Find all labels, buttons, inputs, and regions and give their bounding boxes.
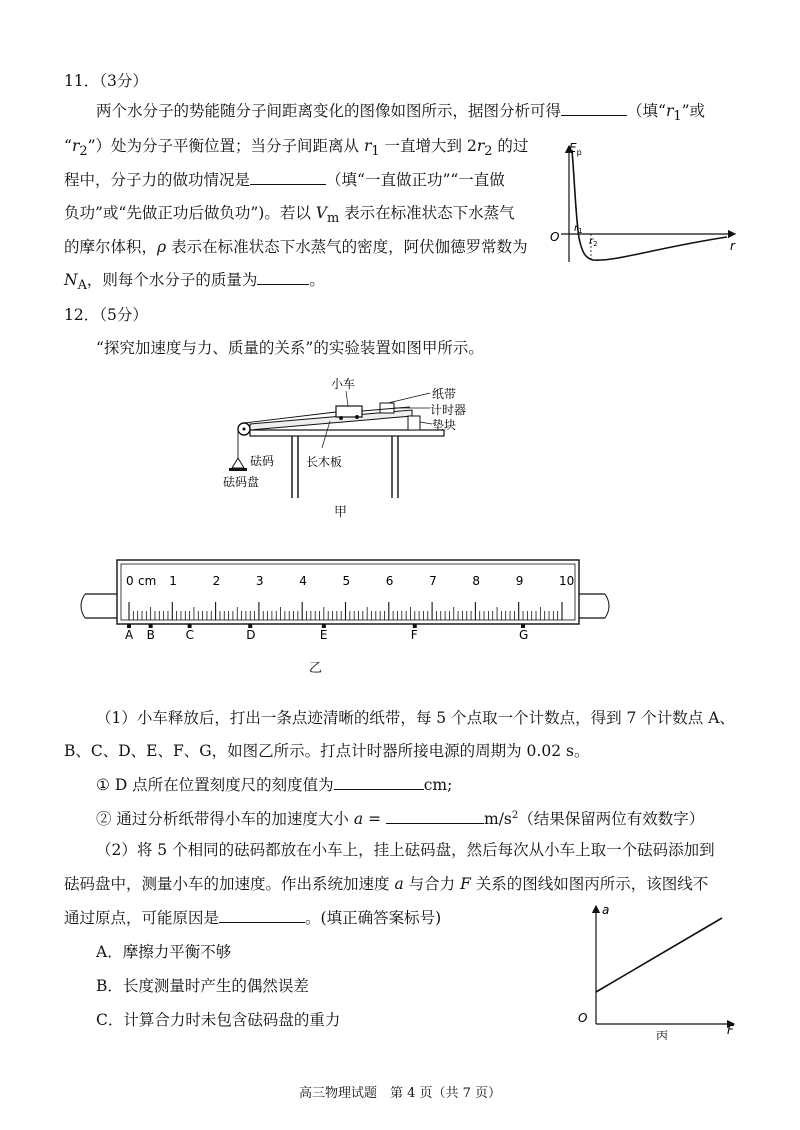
q12-sub1: ① D 点所在位置刻度尺的刻度值为 cm; bbox=[96, 776, 453, 794]
page-footer: 高三物理试题 第 4 页（共 7 页） bbox=[298, 1086, 502, 1101]
answer-a-blank[interactable] bbox=[386, 809, 484, 824]
q12-p2-line2: 砝码盘中，测量小车的加速度。作出系统加速度 a 与合力 F 关系的图线如图丙所示，该图线不 bbox=[64, 875, 709, 893]
label-timer: 计时器 bbox=[430, 403, 467, 417]
answer-reason-blank[interactable] bbox=[219, 908, 305, 923]
q12-number: 12．（5分） bbox=[64, 306, 148, 324]
table-top bbox=[250, 430, 444, 436]
label-weight: 砝码 bbox=[250, 454, 275, 468]
q11-line2: “$r_2$”）处为分子平衡位置；当分子间距离从 $r_1$ 一直增大到 $2r_2$ 的过 bbox=[64, 137, 529, 160]
ruler-number: 2 bbox=[212, 574, 221, 588]
a-label: a bbox=[602, 903, 610, 917]
tape-point-label: B bbox=[146, 628, 155, 642]
f-label: F bbox=[727, 1023, 734, 1037]
option-c[interactable]: C．计算合力时未包含砝码盘的重力 bbox=[96, 1011, 341, 1029]
ruler-figure bbox=[75, 558, 615, 654]
ruler-number: 8 bbox=[472, 574, 481, 588]
q11-line4: 负功”或“先做正功后做负功”)。若以 $V_m$ 表示在标准状态下水蒸气 bbox=[64, 204, 515, 227]
timer bbox=[380, 403, 394, 413]
r2-label: $r_2$ bbox=[589, 236, 598, 248]
caption-bing: 丙 bbox=[656, 1029, 669, 1040]
ruler-number: 4 bbox=[299, 574, 307, 588]
q12-p1-line2: B、C、D、E、F、G，如图乙所示。打点计时器所接电源的周期为 0.02 s。 bbox=[64, 742, 590, 760]
ruler-number: 3 bbox=[255, 574, 264, 588]
q12-p1-line1: （1）小车释放后，打出一条点迹清晰的纸带，每 5 个点取一个计数点，得到 7 个计数点 A、 bbox=[96, 709, 735, 727]
apparatus-figure bbox=[220, 376, 480, 506]
option-b[interactable]: B．长度测量时产生的偶然误差 bbox=[96, 977, 309, 995]
q11-blank1[interactable] bbox=[561, 101, 627, 116]
tape-point-label: G bbox=[519, 628, 529, 642]
ruler-unit: cm bbox=[138, 574, 157, 588]
block bbox=[408, 416, 420, 430]
label-tape: 纸带 bbox=[432, 387, 457, 401]
ruler-number: 1 bbox=[169, 574, 177, 588]
potential-energy-graph bbox=[545, 138, 745, 268]
ep-label: $E_p$ bbox=[569, 141, 582, 157]
q11-blank3[interactable] bbox=[257, 270, 309, 285]
tape-point-label: F bbox=[410, 628, 418, 642]
caption-jia: 甲 bbox=[334, 505, 348, 520]
q11-blank2[interactable] bbox=[250, 170, 326, 185]
ruler-number: 5 bbox=[342, 574, 351, 588]
q11-number: 11．（3分） bbox=[64, 72, 148, 90]
a-f-line bbox=[596, 918, 722, 992]
ruler-number: 6 bbox=[385, 574, 394, 588]
r1-label: $r_1$ bbox=[574, 223, 583, 235]
q12-sub2: ② 通过分析纸带得小车的加速度大小 $a = m/s^2$（结果保留两位有效数字） bbox=[96, 810, 705, 829]
q12-intro: “探究加速度与力、质量的关系”的实验装置如图甲所示。 bbox=[96, 339, 484, 357]
ruler-number: 0 bbox=[126, 574, 134, 588]
origin-o: O bbox=[578, 1011, 588, 1025]
ruler-number: 9 bbox=[515, 574, 524, 588]
answer-d-blank[interactable] bbox=[334, 775, 424, 790]
r-label: r bbox=[730, 239, 735, 253]
q12-p2-line1: （2）将 5 个相同的砝码都放在小车上，挂上砝码盘，然后每次从小车上取一个砝码添加到 bbox=[96, 841, 715, 859]
ruler-number: 7 bbox=[429, 574, 437, 588]
tape-points bbox=[125, 624, 528, 642]
origin-label: O bbox=[550, 230, 560, 244]
tape-point-label: E bbox=[319, 628, 328, 642]
tape-point-label: A bbox=[125, 628, 134, 642]
tape-point-label: D bbox=[246, 628, 256, 642]
ruler-number: 10 bbox=[559, 574, 575, 588]
label-cart: 小车 bbox=[331, 377, 356, 391]
q11-line6: $N_A$，则每个水分子的质量为 。 bbox=[64, 271, 325, 294]
label-board: 长木板 bbox=[306, 455, 343, 469]
tape-point-label: C bbox=[185, 628, 195, 642]
label-block: 垫块 bbox=[432, 418, 457, 432]
q11-line1: 两个水分子的势能随分子间距离变化的图像如图所示，据图分析可得 （填“$r_1$”或 bbox=[96, 102, 706, 125]
caption-yi: 乙 bbox=[309, 661, 323, 676]
a-f-graph bbox=[572, 900, 742, 1040]
label-pan: 砝码盘 bbox=[223, 475, 260, 489]
weight bbox=[232, 458, 244, 468]
q12-p2-line3: 通过原点，可能原因是 。(填正确答案标号) bbox=[64, 909, 442, 927]
q11-line3: 程中，分子力的做功情况是 （填“一直做正功”“一直做 bbox=[64, 171, 505, 189]
option-a[interactable]: A．摩擦力平衡不够 bbox=[96, 943, 232, 961]
pan bbox=[229, 468, 247, 471]
q11-line5: 的摩尔体积，ρ 表示在标准状态下水蒸气的密度，阿伏伽德罗常数为 bbox=[64, 238, 528, 256]
